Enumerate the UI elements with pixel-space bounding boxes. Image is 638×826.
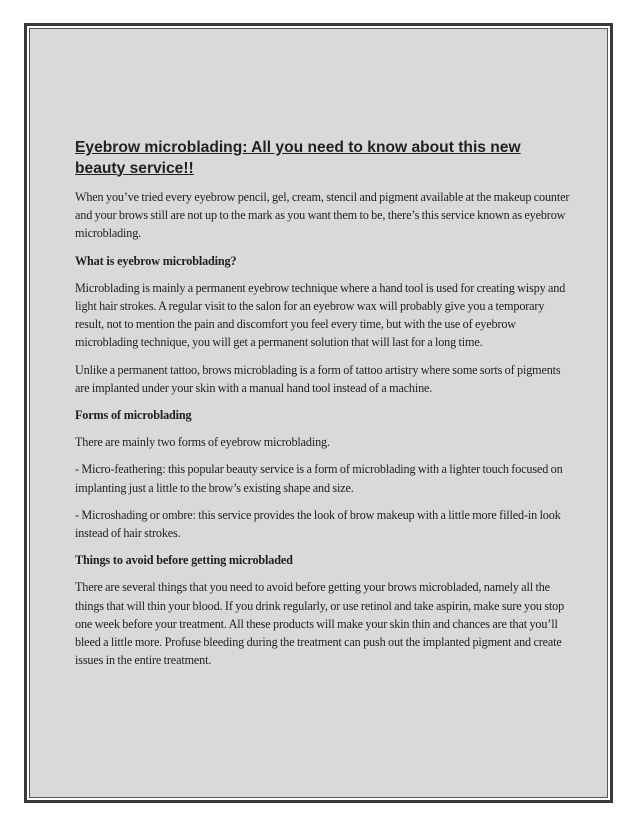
what-paragraph-1: Microblading is mainly a permanent eyebrow technique where a hand tool is used for creating wispy and light hair strokes. A regular visit to the salon for an eyebrow wax will probably give you a temporary result, not to mention the pain and discomfort you feel every time, but with the use of eyebrow microblading technique, you will get a permanent solution that will last for a long time. [75, 280, 566, 350]
what-paragraph-2: Unlike a permanent tattoo, brows microblading is a form of tattoo artistry where some sorts of pigments are implanted under your skin with a manual hand tool instead of a machine. [75, 362, 561, 395]
section-heading-forms: Forms of microblading [75, 408, 192, 423]
avoid-paragraph: There are several things that you need to avoid before getting your brows microbladed, namely all the things that will thin your blood. If you drink regularly, or use retinol and take aspirin, make sure you stop one week before your treatment. All these products will make your skin thin and chances are that you’ll bleed a little more. Profuse bleeding during the treatment can push out the implanted pigment and create issues in the entire treatment. [75, 580, 565, 668]
intro-paragraph: When you’ve tried every eyebrow pencil, gel, cream, stencil and pigment available at the makeup counter and your brows still are not up to the mark as you want them to be, there’s this service known as eyebrow microblading. [75, 190, 570, 241]
forms-paragraph: There are mainly two forms of eyebrow microblading. [75, 435, 330, 450]
section-heading-what: What is eyebrow microblading? [75, 253, 237, 268]
section-heading-avoid: Things to avoid before getting microbladed [75, 553, 293, 568]
article-title: Eyebrow microblading: All you need to know about this new beauty service!! [75, 139, 521, 177]
bullet-microshading: - Microshading or ombre: this service provides the look of brow makeup with a little more filled-in look instead of hair strokes. [75, 507, 561, 541]
article-body [75, 138, 570, 678]
bullet-micro-feathering: - Micro-feathering: this popular beauty service is a form of microblading with a lighter touch focused on implanting just a little to the brow’s existing shape and size. [75, 462, 563, 495]
